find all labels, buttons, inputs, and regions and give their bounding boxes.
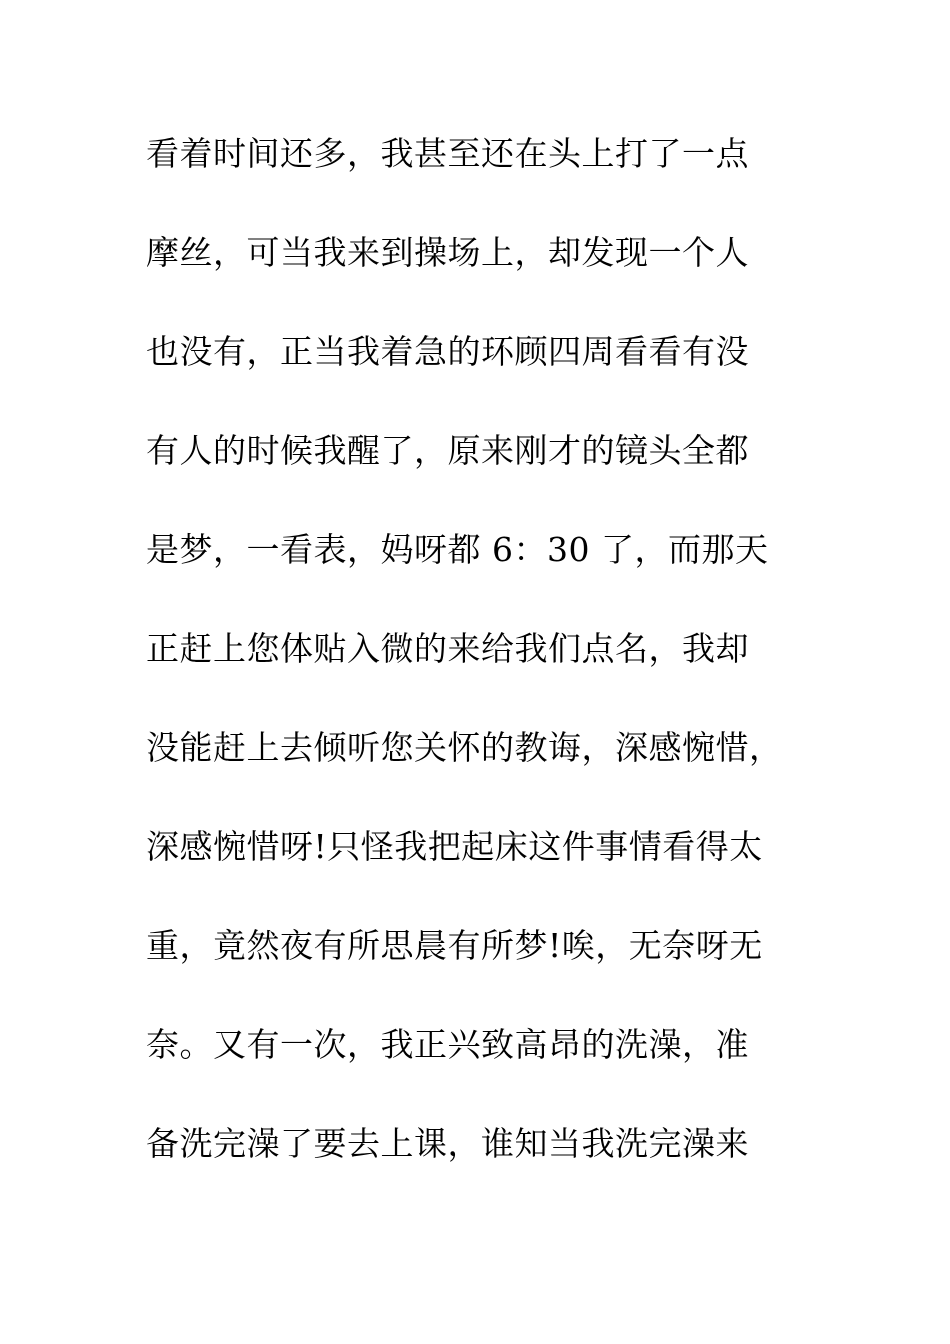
text-line-5: 是梦，一看表，妈呀都 6：30 了，而那天 xyxy=(146,530,769,569)
body-text xyxy=(146,125,826,1214)
text-line-3: 也没有，正当我着急的环顾四周看看有没 xyxy=(146,332,749,371)
text-line-9: 重，竟然夜有所思晨有所梦!唉，无奈呀无 xyxy=(146,926,763,965)
text-line-2: 摩丝，可当我来到操场上，却发现一个人 xyxy=(146,233,749,272)
text-line-6: 正赶上您体贴入微的来给我们点名，我却 xyxy=(146,629,749,668)
text-line-4: 有人的时候我醒了，原来刚才的镜头全都 xyxy=(146,431,749,470)
text-line-7: 没能赶上去倾听您关怀的教诲，深感惋惜， xyxy=(146,728,783,767)
text-line-11: 备洗完澡了要去上课，谁知当我洗完澡来 xyxy=(146,1124,749,1163)
text-line-10: 奈。又有一次，我正兴致高昂的洗澡，准 xyxy=(146,1025,749,1064)
text-line-1: 看着时间还多，我甚至还在头上打了一点 xyxy=(146,134,749,173)
text-line-8: 深感惋惜呀!只怪我把起床这件事情看得太 xyxy=(146,827,763,866)
